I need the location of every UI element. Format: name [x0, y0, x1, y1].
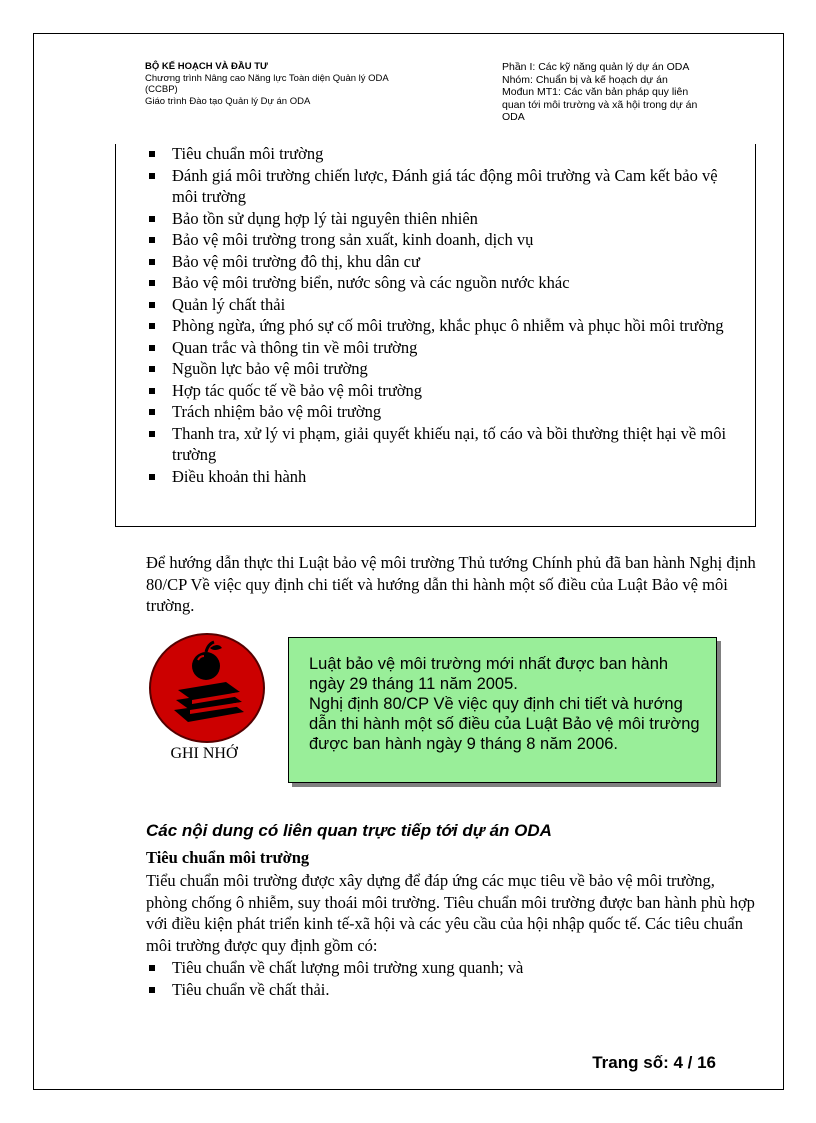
header-module-line2: quan tới môi trường và xã hội trong dự án	[502, 98, 698, 111]
reminder-icon	[148, 632, 266, 744]
header-program: Chương trình Nâng cao Năng lực Toàn diện Quản lý ODA	[145, 72, 389, 84]
standards-list-wrap	[146, 957, 746, 1000]
list-item: Bảo tồn sử dụng hợp lý tài nguyên thiên nhiên	[146, 208, 746, 230]
list-item: Nguồn lực bảo vệ môi trường	[146, 358, 746, 380]
header-right	[502, 61, 742, 124]
header-module-line3: ODA	[502, 111, 525, 123]
page-number: Trang số: 4 / 16	[592, 1053, 716, 1072]
list-item: Bảo vệ môi trường biển, nước sông và các nguồn nước khác	[146, 272, 746, 294]
subsection-title: Tiêu chuẩn môi trường	[146, 848, 310, 867]
list-item: Thanh tra, xử lý vi phạm, giải quyết khiếu nại, tố cáo và bồi thường thiệt hại về môi trường	[146, 423, 746, 466]
reminder-line-2: Nghị định 80/CP Về việc quy định chi tiết và hướng dẫn thi hành một số điều của Luật Bảo vệ môi trường được ban hành ngày 9 tháng 8 năm 2006.	[309, 695, 700, 753]
law-contents-list	[146, 143, 746, 487]
list-item: Quản lý chất thải	[146, 294, 746, 316]
list-item: Tiêu chuẩn về chất lượng môi trường xung quanh; và	[146, 957, 746, 979]
reminder-label: GHI NHỚ	[170, 745, 238, 762]
law-contents-list-wrap	[146, 143, 746, 487]
header-program-code: (CCBP)	[145, 84, 178, 95]
header-org: BỘ KẾ HOẠCH VÀ ĐẦU TƯ	[145, 61, 268, 72]
intro-paragraph: Để hướng dẫn thực thi Luật bảo vệ môi trường Thủ tướng Chính phủ đã ban hành Nghị định 80/CP Về việc quy định chi tiết và hướng dẫn thi hành một số điều của Luật Bảo vệ môi trường.	[146, 553, 756, 615]
list-item: Tiêu chuẩn môi trường	[146, 143, 746, 165]
reminder-note-box	[288, 637, 717, 783]
list-item: Hợp tác quốc tế về bảo vệ môi trường	[146, 380, 746, 402]
section-title: Các nội dung có liên quan trực tiếp tới dự án ODA	[146, 821, 552, 840]
header-module-line1: Mođun MT1: Các văn bản pháp quy liên	[502, 86, 689, 98]
list-item: Trách nhiệm bảo vệ môi trường	[146, 401, 746, 423]
list-item: Tiêu chuẩn về chất thải.	[146, 979, 746, 1001]
books-apple-icon	[148, 632, 266, 744]
list-item: Bảo vệ môi trường đô thị, khu dân cư	[146, 251, 746, 273]
list-item: Quan trắc và thông tin về môi trường	[146, 337, 746, 359]
header-course: Giáo trình Đào tạo Quản lý Dự án ODA	[145, 95, 311, 107]
list-item: Bảo vệ môi trường trong sản xuất, kinh doanh, dịch vụ	[146, 229, 746, 251]
list-item: Đánh giá môi trường chiến lược, Đánh giá tác động môi trường và Cam kết bảo vệ môi trường	[146, 165, 746, 208]
reminder-line-1: Luật bảo vệ môi trường mới nhất được ban hành ngày 29 tháng 11 năm 2005.	[309, 655, 669, 693]
header-group: Nhóm: Chuẩn bị và kế hoạch dự án	[502, 73, 668, 86]
list-item: Điều khoản thi hành	[146, 466, 746, 488]
header-part: Phần I: Các kỹ năng quản lý dự án ODA	[502, 61, 690, 73]
standards-list	[146, 957, 746, 1000]
list-item: Phòng ngừa, ứng phó sự cố môi trường, khắc phục ô nhiễm và phục hồi môi trường	[146, 315, 746, 337]
standards-paragraph: Tiểu chuẩn môi trường được xây dựng để đáp ứng các mục tiêu về bảo vệ môi trường, phòng chống ô nhiễm, suy thoái môi trường. Tiêu chuẩn môi trường được ban hành phù hợp với điều kiện phát triển kinh tế-xã hội và các yêu cầu của hội nhập quốc tế. Các tiêu chuẩn môi trường được quy định gồm có:	[146, 871, 755, 955]
header-left	[145, 61, 435, 107]
